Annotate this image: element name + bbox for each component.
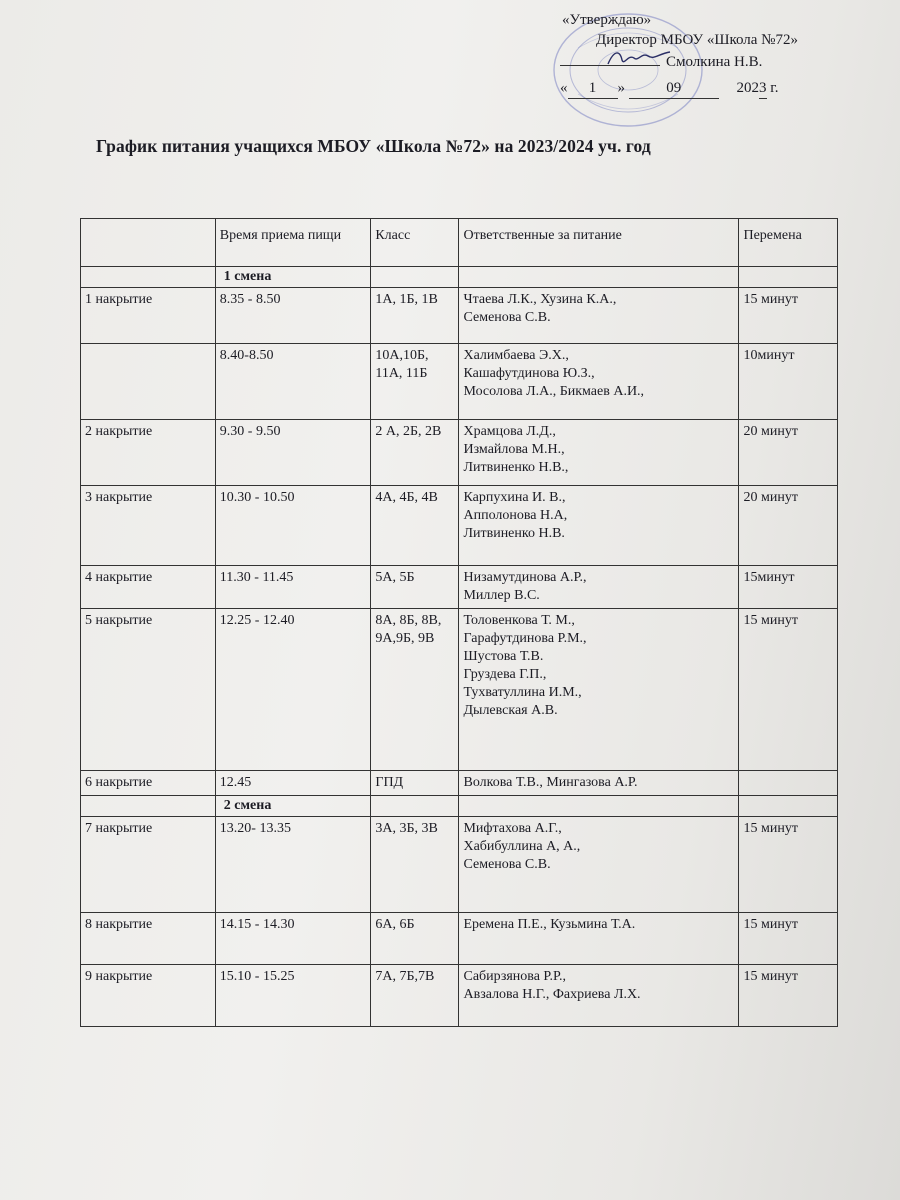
- header-cell: [81, 219, 216, 267]
- table-row: [81, 344, 838, 420]
- signature-line: [560, 65, 660, 66]
- class-cell: 3А, 3Б, 3В: [371, 817, 459, 913]
- date-year-prefix: 202: [736, 80, 759, 96]
- row-name-cell: 7 накрытие: [81, 817, 216, 913]
- director-name-line: [560, 52, 762, 72]
- approval-date: « 1 » 09 2023 г.: [560, 78, 778, 99]
- director-name: Смолкина Н.В.: [666, 54, 763, 70]
- class-cell: 1А, 1Б, 1В: [371, 288, 459, 344]
- class-cell: 7А, 7Б,7В: [371, 965, 459, 1027]
- meal-schedule-table: [80, 218, 838, 1027]
- responsible-cell: Мифтахова А.Г., Хабибуллина А, А., Семенова С.В.: [459, 817, 739, 913]
- row-name-cell: 2 накрытие: [81, 420, 216, 486]
- time-cell: 9.30 - 9.50: [215, 420, 371, 486]
- time-cell: 14.15 - 14.30: [215, 913, 371, 965]
- shift-label: 2 смена: [215, 796, 371, 817]
- responsible-cell: Карпухина И. В., Апполонова Н.А, Литвиненко Н.В.: [459, 486, 739, 566]
- document-title: График питания учащихся МБОУ «Школа №72» на 2023/2024 уч. год: [96, 136, 651, 156]
- table-row: [81, 817, 838, 913]
- class-cell: 2 А, 2Б, 2В: [371, 420, 459, 486]
- time-cell: 10.30 - 10.50: [215, 486, 371, 566]
- responsible-cell: Еремена П.Е., Кузьмина Т.А.: [459, 913, 739, 965]
- header-cell: Ответственные за питание: [459, 219, 739, 267]
- break-cell: 15 минут: [739, 609, 838, 771]
- responsible-cell: Волкова Т.В., Мингазова А.Р.: [459, 771, 739, 796]
- date-year-suffix: г.: [766, 80, 779, 96]
- meal-schedule-body: [81, 219, 838, 1027]
- break-cell: [739, 771, 838, 796]
- table-row: [81, 288, 838, 344]
- time-cell: 13.20- 13.35: [215, 817, 371, 913]
- time-cell: 8.35 - 8.50: [215, 288, 371, 344]
- time-cell: 15.10 - 15.25: [215, 965, 371, 1027]
- row-name-cell: [81, 344, 216, 420]
- table-row: [81, 420, 838, 486]
- responsible-cell: Низамутдинова А.Р., Миллер В.С.: [459, 566, 739, 609]
- class-cell: 8А, 8Б, 8В, 9А,9Б, 9В: [371, 609, 459, 771]
- table-row: [81, 609, 838, 771]
- break-cell: 20 минут: [739, 486, 838, 566]
- break-cell: 15 минут: [739, 288, 838, 344]
- table-row: [81, 486, 838, 566]
- shift-row: [81, 267, 838, 288]
- break-cell: 15 минут: [739, 817, 838, 913]
- class-cell: 6А, 6Б: [371, 913, 459, 965]
- header-cell: Время приема пищи: [215, 219, 371, 267]
- row-name-cell: 6 накрытие: [81, 771, 216, 796]
- table-row: [81, 965, 838, 1027]
- header-row: [81, 219, 838, 267]
- date-month: 09: [629, 78, 719, 99]
- row-name-cell: 3 накрытие: [81, 486, 216, 566]
- responsible-cell: Халимбаева Э.Х., Кашафутдинова Ю.З., Мосолова Л.А., Бикмаев А.И.,: [459, 344, 739, 420]
- row-name-cell: 8 накрытие: [81, 913, 216, 965]
- row-name-cell: 1 накрытие: [81, 288, 216, 344]
- time-cell: 12.45: [215, 771, 371, 796]
- date-year-digit: 3: [759, 78, 767, 99]
- row-name-cell: 5 накрытие: [81, 609, 216, 771]
- row-name-cell: 9 накрытие: [81, 965, 216, 1027]
- table-row: [81, 771, 838, 796]
- row-name-cell: 4 накрытие: [81, 566, 216, 609]
- break-cell: 10минут: [739, 344, 838, 420]
- header-cell: Перемена: [739, 219, 838, 267]
- class-cell: ГПД: [371, 771, 459, 796]
- break-cell: 15минут: [739, 566, 838, 609]
- table-row: [81, 913, 838, 965]
- responsible-cell: Сабирзянова Р.Р., Авзалова Н.Г., Фахриева Л.Х.: [459, 965, 739, 1027]
- date-day: 1: [568, 78, 618, 99]
- responsible-cell: Чтаева Л.К., Хузина К.А., Семенова С.В.: [459, 288, 739, 344]
- class-cell: 4А, 4Б, 4В: [371, 486, 459, 566]
- table-row: [81, 566, 838, 609]
- responsible-cell: Храмцова Л.Д., Измайлова М.Н., Литвиненко Н.В.,: [459, 420, 739, 486]
- responsible-cell: Толовенкова Т. М., Гарафутдинова Р.М., Шустова Т.В. Груздева Г.П., Тухватуллина И.М., Дылевская А.В.: [459, 609, 739, 771]
- class-cell: 10А,10Б, 11А, 11Б: [371, 344, 459, 420]
- approval-label: «Утверждаю»: [562, 12, 652, 28]
- class-cell: 5А, 5Б: [371, 566, 459, 609]
- time-cell: 11.30 - 11.45: [215, 566, 371, 609]
- time-cell: 12.25 - 12.40: [215, 609, 371, 771]
- shift-row: [81, 796, 838, 817]
- header-cell: Класс: [371, 219, 459, 267]
- time-cell: 8.40-8.50: [215, 344, 371, 420]
- break-cell: 15 минут: [739, 965, 838, 1027]
- director-title: Директор МБОУ «Школа №72»: [596, 32, 798, 48]
- break-cell: 15 минут: [739, 913, 838, 965]
- shift-label: 1 смена: [215, 267, 371, 288]
- break-cell: 20 минут: [739, 420, 838, 486]
